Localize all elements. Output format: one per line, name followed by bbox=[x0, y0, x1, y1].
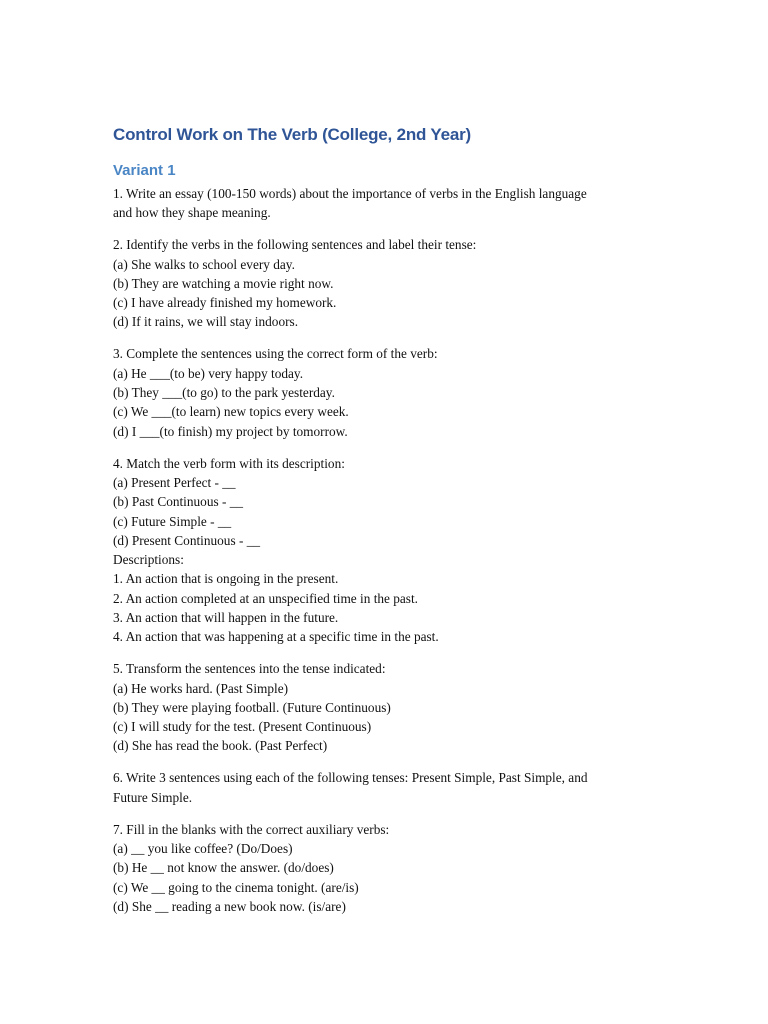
task-line: (a) __ you like coffee? (Do/Does) bbox=[113, 841, 293, 857]
task-line: (a) He ___(to be) very happy today. bbox=[113, 365, 304, 381]
task-line: (a) Present Perfect - __ bbox=[113, 474, 236, 490]
task-4 bbox=[113, 454, 673, 647]
task-line: 7. Fill in the blanks with the correct auxiliary verbs: bbox=[113, 821, 390, 837]
task-line: 6. Write 3 sentences using each of the following tenses: Present Simple, Past Simple, and bbox=[113, 770, 588, 786]
document-page bbox=[113, 124, 673, 916]
task-line: 4. Match the verb form with its description: bbox=[113, 455, 345, 471]
task-line: (a) He works hard. (Past Simple) bbox=[113, 680, 289, 696]
task-3 bbox=[113, 344, 673, 440]
task-line: (b) He __ not know the answer. (do/does) bbox=[113, 860, 334, 876]
task-5 bbox=[113, 659, 673, 755]
task-6 bbox=[113, 768, 673, 807]
task-line: 3. Complete the sentences using the correct form of the verb: bbox=[113, 346, 438, 362]
task-line: 2. An action completed at an unspecified time in the past. bbox=[113, 590, 419, 606]
task-1 bbox=[113, 184, 673, 223]
variant-heading: Variant 1 bbox=[113, 162, 176, 179]
task-line: (d) I ___(to finish) my project by tomorrow. bbox=[113, 423, 348, 439]
task-line: (b) They ___(to go) to the park yesterday. bbox=[113, 385, 335, 401]
task-line: (b) They were playing football. (Future Continuous) bbox=[113, 699, 391, 715]
task-line: (c) We ___(to learn) new topics every week. bbox=[113, 404, 349, 420]
task-line: 5. Transform the sentences into the tense indicated: bbox=[113, 661, 386, 677]
task-line: and how they shape meaning. bbox=[113, 205, 271, 221]
task-line: Descriptions: bbox=[113, 552, 184, 568]
task-line: (a) She walks to school every day. bbox=[113, 256, 295, 272]
task-line: (b) Past Continuous - __ bbox=[113, 494, 244, 510]
task-2 bbox=[113, 235, 673, 331]
task-line: (c) I will study for the test. (Present Continuous) bbox=[113, 719, 372, 735]
task-line: (d) She has read the book. (Past Perfect) bbox=[113, 738, 328, 754]
task-line: 3. An action that will happen in the future. bbox=[113, 610, 339, 625]
task-line: (c) Future Simple - __ bbox=[113, 513, 232, 529]
task-7 bbox=[113, 820, 673, 916]
task-line: (d) She __ reading a new book now. (is/are) bbox=[113, 898, 346, 914]
document-title: Control Work on The Verb (College, 2nd Year) bbox=[113, 125, 472, 144]
task-line: Future Simple. bbox=[113, 789, 193, 805]
task-line: (d) If it rains, we will stay indoors. bbox=[113, 314, 299, 330]
task-line: (d) Present Continuous - __ bbox=[113, 532, 260, 548]
task-line: 1. An action that is ongoing in the present. bbox=[113, 571, 339, 587]
task-line: (b) They are watching a movie right now. bbox=[113, 275, 334, 291]
task-line: (c) We __ going to the cinema tonight. (are/is) bbox=[113, 879, 359, 895]
task-line: 2. Identify the verbs in the following sentences and label their tense: bbox=[113, 237, 477, 253]
task-line: 4. An action that was happening at a specific time in the past. bbox=[113, 629, 439, 645]
task-line: (c) I have already finished my homework. bbox=[113, 295, 337, 311]
task-line: 1. Write an essay (100-150 words) about the importance of verbs in the English language bbox=[113, 186, 587, 201]
